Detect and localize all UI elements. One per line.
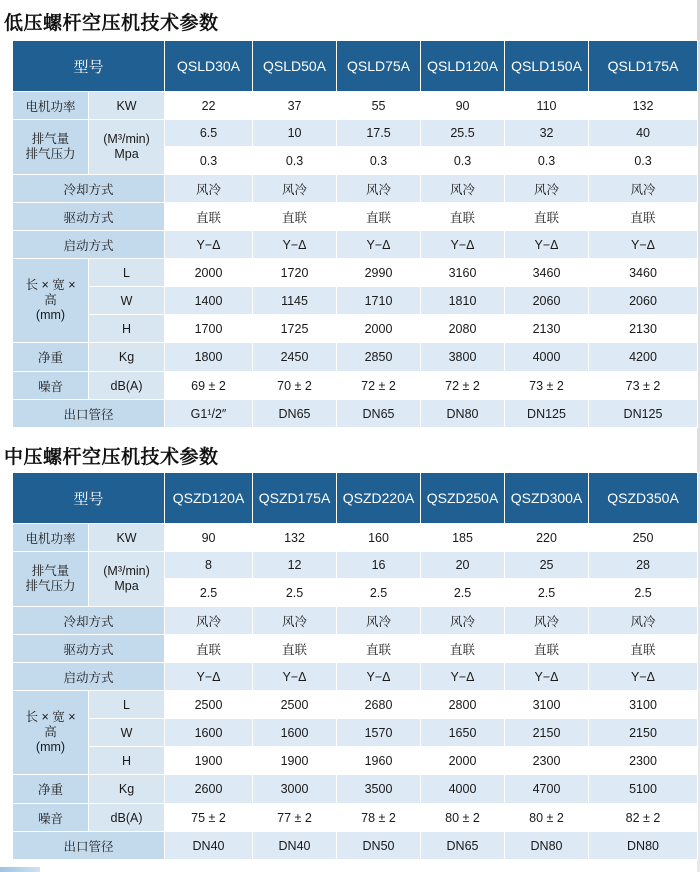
- cell-value: 2800: [421, 691, 505, 719]
- cell-value: 风冷: [337, 607, 421, 635]
- unit-text: (M³/min) Mpa: [103, 564, 150, 593]
- cell-value: 1960: [337, 747, 421, 775]
- cell-value: 风冷: [505, 175, 589, 203]
- row-unit-power: KW: [89, 524, 165, 552]
- cell-value: 73 ± 2: [589, 372, 698, 400]
- cell-value: DN50: [337, 832, 421, 860]
- cell-value: 1600: [165, 719, 253, 747]
- cell-value: 1725: [253, 315, 337, 343]
- cell-value: 0.3: [337, 147, 421, 175]
- cell-value: 132: [253, 524, 337, 552]
- model-name: QSZD175A: [253, 473, 337, 524]
- cell-value: 直联: [421, 203, 505, 231]
- cell-value: 2060: [589, 287, 698, 315]
- table-row-drive: [13, 635, 698, 663]
- cell-value: Y−Δ: [253, 663, 337, 691]
- row-unit-height: H: [89, 747, 165, 775]
- cell-value: 2080: [421, 315, 505, 343]
- cell-value: 5100: [589, 775, 698, 804]
- cell-value: 2000: [165, 259, 253, 287]
- cell-value: 直联: [505, 635, 589, 663]
- cell-value: 3800: [421, 343, 505, 372]
- cell-value: 风冷: [253, 607, 337, 635]
- cell-value: 160: [337, 524, 421, 552]
- unit-text: (M³/min) Mpa: [103, 132, 150, 161]
- cell-value: 80 ± 2: [505, 804, 589, 832]
- table-row-width: [13, 287, 698, 315]
- cell-value: 2.5: [165, 579, 253, 607]
- cell-value: 直联: [421, 635, 505, 663]
- cell-value: 1650: [421, 719, 505, 747]
- table-row-length: [13, 691, 698, 719]
- cell-value: DN80: [421, 400, 505, 428]
- cell-value: 40: [589, 120, 698, 147]
- row-unit-flow-pressure: [89, 552, 165, 607]
- cell-value: 2500: [253, 691, 337, 719]
- cell-value: 77 ± 2: [253, 804, 337, 832]
- cell-value: 2300: [505, 747, 589, 775]
- cell-value: 2150: [505, 719, 589, 747]
- cell-value: 风冷: [505, 607, 589, 635]
- cell-value: 2130: [589, 315, 698, 343]
- cell-value: Y−Δ: [421, 663, 505, 691]
- cell-value: 22: [165, 92, 253, 120]
- cell-value: DN80: [505, 832, 589, 860]
- row-label-flow-pressure: [13, 120, 89, 175]
- table-row-start: [13, 231, 698, 259]
- cell-value: 3100: [589, 691, 698, 719]
- cell-value: 1700: [165, 315, 253, 343]
- row-unit-power: KW: [89, 92, 165, 120]
- cell-value: 1710: [337, 287, 421, 315]
- cell-value: 16: [337, 552, 421, 579]
- cell-value: 6.5: [165, 120, 253, 147]
- row-label-drive: 驱动方式: [13, 203, 165, 231]
- table-row-power: [13, 92, 698, 120]
- cell-value: 0.3: [421, 147, 505, 175]
- row-label-outlet: 出口管径: [13, 832, 165, 860]
- cell-value: 17.5: [337, 120, 421, 147]
- cell-value: 250: [589, 524, 698, 552]
- cell-value: 风冷: [421, 607, 505, 635]
- cell-value: 风冷: [165, 175, 253, 203]
- cell-value: DN40: [165, 832, 253, 860]
- label-text: 排气量 排气压力: [25, 132, 76, 161]
- row-unit-length: L: [89, 691, 165, 719]
- cell-value: 3500: [337, 775, 421, 804]
- row-unit-width: W: [89, 719, 165, 747]
- cell-value: 风冷: [421, 175, 505, 203]
- model-name: QSZD220A: [337, 473, 421, 524]
- cell-value: 1900: [165, 747, 253, 775]
- cell-value: 3100: [505, 691, 589, 719]
- cell-value: 32: [505, 120, 589, 147]
- cell-value: 4000: [505, 343, 589, 372]
- cell-value: 2450: [253, 343, 337, 372]
- cell-value: 风冷: [165, 607, 253, 635]
- model-name: QSZD250A: [421, 473, 505, 524]
- cell-value: Y−Δ: [337, 231, 421, 259]
- label-text: 长 × 宽 × 高 (mm): [25, 278, 76, 322]
- cell-value: 2300: [589, 747, 698, 775]
- table-row-noise: [13, 372, 698, 400]
- cell-value: 3160: [421, 259, 505, 287]
- cell-value: 2990: [337, 259, 421, 287]
- spec-table-medium-pressure: [12, 472, 698, 860]
- cell-value: 直联: [165, 635, 253, 663]
- cell-value: 2.5: [505, 579, 589, 607]
- model-name: QSLD150A: [505, 41, 589, 92]
- cell-value: 4700: [505, 775, 589, 804]
- table-row-width: [13, 719, 698, 747]
- table-row-height: [13, 315, 698, 343]
- decorative-bar: [0, 867, 40, 872]
- cell-value: 25.5: [421, 120, 505, 147]
- row-label-drive: 驱动方式: [13, 635, 165, 663]
- row-label-dimensions: [13, 259, 89, 343]
- table-row-outlet: [13, 832, 698, 860]
- cell-value: 1570: [337, 719, 421, 747]
- cell-value: Y−Δ: [165, 231, 253, 259]
- header-row: [13, 473, 698, 524]
- cell-value: 3460: [505, 259, 589, 287]
- cell-value: 82 ± 2: [589, 804, 698, 832]
- cell-value: DN125: [589, 400, 698, 428]
- cell-value: Y−Δ: [589, 231, 698, 259]
- model-name: QSLD50A: [253, 41, 337, 92]
- cell-value: 10: [253, 120, 337, 147]
- table-row-cooling: [13, 175, 698, 203]
- cell-value: 90: [165, 524, 253, 552]
- table-row-noise: [13, 804, 698, 832]
- model-name: QSZD300A: [505, 473, 589, 524]
- model-label: 型号: [13, 41, 165, 92]
- cell-value: 0.3: [505, 147, 589, 175]
- row-unit-noise: dB(A): [89, 372, 165, 400]
- model-name: QSLD175A: [589, 41, 698, 92]
- row-label-outlet: 出口管径: [13, 400, 165, 428]
- row-unit-weight: Kg: [89, 775, 165, 804]
- model-name: QSZD350A: [589, 473, 698, 524]
- cell-value: 185: [421, 524, 505, 552]
- cell-value: 2500: [165, 691, 253, 719]
- cell-value: 2.5: [337, 579, 421, 607]
- table-row-power: [13, 524, 698, 552]
- cell-value: 0.3: [253, 147, 337, 175]
- cell-value: 2.5: [589, 579, 698, 607]
- cell-value: 直联: [165, 203, 253, 231]
- row-label-dimensions: [13, 691, 89, 775]
- cell-value: 风冷: [589, 607, 698, 635]
- model-label: 型号: [13, 473, 165, 524]
- cell-value: 2000: [337, 315, 421, 343]
- cell-value: 3460: [589, 259, 698, 287]
- cell-value: 110: [505, 92, 589, 120]
- cell-value: 1400: [165, 287, 253, 315]
- spec-table-low-pressure: [12, 40, 698, 428]
- row-label-weight: 净重: [13, 343, 89, 372]
- cell-value: 2130: [505, 315, 589, 343]
- cell-value: 风冷: [589, 175, 698, 203]
- cell-value: 1900: [253, 747, 337, 775]
- row-label-noise: 噪音: [13, 804, 89, 832]
- table-row-weight: [13, 775, 698, 804]
- cell-value: 0.3: [589, 147, 698, 175]
- row-label-start: 启动方式: [13, 663, 165, 691]
- cell-value: 直联: [253, 635, 337, 663]
- cell-value: 20: [421, 552, 505, 579]
- cell-value: 0.3: [165, 147, 253, 175]
- model-name: QSLD75A: [337, 41, 421, 92]
- model-name: QSLD120A: [421, 41, 505, 92]
- cell-value: 2.5: [421, 579, 505, 607]
- row-unit-weight: Kg: [89, 343, 165, 372]
- cell-value: 28: [589, 552, 698, 579]
- cell-value: 1145: [253, 287, 337, 315]
- row-label-power: 电机功率: [13, 92, 89, 120]
- cell-value: Y−Δ: [589, 663, 698, 691]
- row-label-flow-pressure: [13, 552, 89, 607]
- cell-value: 25: [505, 552, 589, 579]
- table-row-start: [13, 663, 698, 691]
- cell-value: DN40: [253, 832, 337, 860]
- cell-value: 2680: [337, 691, 421, 719]
- row-label-weight: 净重: [13, 775, 89, 804]
- cell-value: 12: [253, 552, 337, 579]
- cell-value: 72 ± 2: [421, 372, 505, 400]
- section-title-low-pressure: 低压螺杆空压机技术参数: [4, 12, 219, 34]
- cell-value: Y−Δ: [505, 231, 589, 259]
- table-row-outlet: [13, 400, 698, 428]
- model-name: QSLD30A: [165, 41, 253, 92]
- cell-value: Y−Δ: [337, 663, 421, 691]
- row-label-start: 启动方式: [13, 231, 165, 259]
- cell-value: 55: [337, 92, 421, 120]
- row-unit-width: W: [89, 287, 165, 315]
- table-row-weight: [13, 343, 698, 372]
- cell-value: 37: [253, 92, 337, 120]
- cell-value: 直联: [589, 203, 698, 231]
- cell-value: 2.5: [253, 579, 337, 607]
- cell-value: 90: [421, 92, 505, 120]
- cell-value: DN80: [589, 832, 698, 860]
- cell-value: 直联: [253, 203, 337, 231]
- table-row-height: [13, 747, 698, 775]
- cell-value: 70 ± 2: [253, 372, 337, 400]
- table-row-flow: [13, 552, 698, 579]
- cell-value: 78 ± 2: [337, 804, 421, 832]
- cell-value: 风冷: [253, 175, 337, 203]
- cell-value: 直联: [505, 203, 589, 231]
- cell-value: 直联: [589, 635, 698, 663]
- cell-value: 直联: [337, 203, 421, 231]
- cell-value: Y−Δ: [253, 231, 337, 259]
- row-unit-length: L: [89, 259, 165, 287]
- cell-value: 1600: [253, 719, 337, 747]
- row-label-cooling: 冷却方式: [13, 607, 165, 635]
- cell-value: 直联: [337, 635, 421, 663]
- cell-value: 4000: [421, 775, 505, 804]
- table-row-flow: [13, 120, 698, 147]
- table-row-drive: [13, 203, 698, 231]
- cell-value: 1810: [421, 287, 505, 315]
- row-label-power: 电机功率: [13, 524, 89, 552]
- model-name: QSZD120A: [165, 473, 253, 524]
- cell-value: DN125: [505, 400, 589, 428]
- cell-value: 3000: [253, 775, 337, 804]
- cell-value: 2000: [421, 747, 505, 775]
- row-label-cooling: 冷却方式: [13, 175, 165, 203]
- cell-value: 风冷: [337, 175, 421, 203]
- cell-value: DN65: [421, 832, 505, 860]
- table-row-length: [13, 259, 698, 287]
- cell-value: 2060: [505, 287, 589, 315]
- cell-value: 75 ± 2: [165, 804, 253, 832]
- row-unit-flow-pressure: [89, 120, 165, 175]
- cell-value: 2850: [337, 343, 421, 372]
- cell-value: 69 ± 2: [165, 372, 253, 400]
- cell-value: 80 ± 2: [421, 804, 505, 832]
- table-row-cooling: [13, 607, 698, 635]
- cell-value: Y−Δ: [165, 663, 253, 691]
- row-unit-height: H: [89, 315, 165, 343]
- cell-value: 2150: [589, 719, 698, 747]
- label-text: 排气量 排气压力: [25, 564, 76, 593]
- cell-value: 132: [589, 92, 698, 120]
- cell-value: 72 ± 2: [337, 372, 421, 400]
- cell-value: Y−Δ: [421, 231, 505, 259]
- cell-value: 4200: [589, 343, 698, 372]
- row-label-noise: 噪音: [13, 372, 89, 400]
- cell-value: 73 ± 2: [505, 372, 589, 400]
- cell-value: 2600: [165, 775, 253, 804]
- cell-value: DN65: [337, 400, 421, 428]
- cell-value: DN65: [253, 400, 337, 428]
- label-text: 长 × 宽 × 高 (mm): [25, 710, 76, 754]
- cell-value: G1¹/2″: [165, 400, 253, 428]
- cell-value: 220: [505, 524, 589, 552]
- cell-value: 1720: [253, 259, 337, 287]
- cell-value: 8: [165, 552, 253, 579]
- cell-value: Y−Δ: [505, 663, 589, 691]
- cell-value: 1800: [165, 343, 253, 372]
- row-unit-noise: dB(A): [89, 804, 165, 832]
- section-title-medium-pressure: 中压螺杆空压机技术参数: [4, 446, 219, 468]
- header-row: [13, 41, 698, 92]
